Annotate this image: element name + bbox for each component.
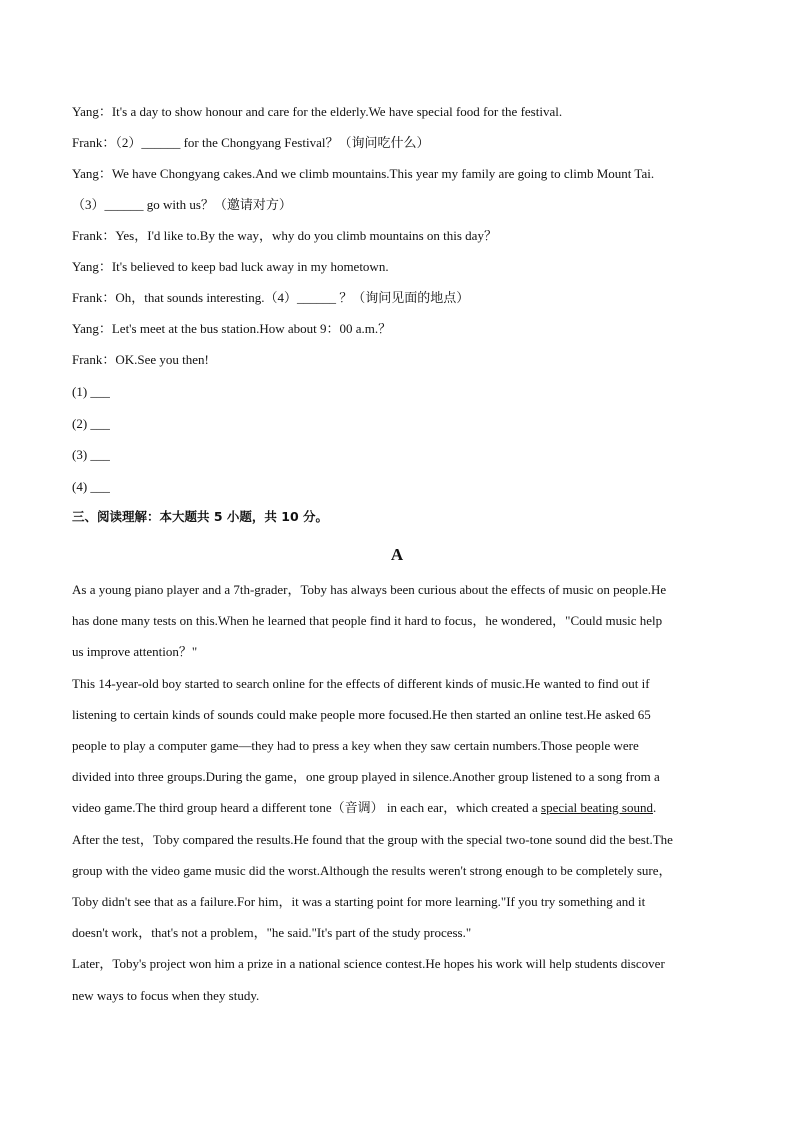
passage-line: Later，Toby's project won him a prize in a national science contest.He hopes his work will help students discover <box>72 956 665 971</box>
dialogue-line: Frank：Oh，that sounds interesting.（4）______ ？（询问见面的地点） <box>72 290 470 305</box>
passage-title: A <box>390 545 404 564</box>
passage-text: . <box>652 800 657 815</box>
passage-line: Toby didn't see that as a failure.For him，it was a starting point for more learning."If you try something and it <box>72 894 646 909</box>
answer-blank[interactable]: (2) ___ <box>72 416 110 431</box>
passage-line: This 14-year-old boy started to search online for the effects of different kinds of music.He wanted to find out if <box>72 676 650 691</box>
dialogue-line: （3）______ go with us？（邀请对方） <box>72 197 292 212</box>
passage-line: has done many tests on this.When he learned that people find it hard to focus，he wondered，"Could music help <box>72 613 663 628</box>
dialogue-line: Yang：We have Chongyang cakes.And we climb mountains.This year my family are going to climb Mount Tai. <box>72 166 655 181</box>
answer-blank[interactable]: (1) ___ <box>72 384 110 399</box>
passage-line <box>72 799 732 817</box>
dialogue-line: Frank：（2）______ for the Chongyang Festival？（询问吃什么） <box>72 135 430 150</box>
dialogue-line: Yang：It's believed to keep bad luck away in my hometown. <box>72 259 389 274</box>
passage-line: new ways to focus when they study. <box>72 988 260 1003</box>
passage-line: listening to certain kinds of sounds could make people more focused.He then started an online test.He asked 65 <box>72 707 651 722</box>
section-heading: 三、阅读理解：本大题共 5 小题，共 10 分。 <box>72 509 329 524</box>
passage-text: video game.The third group heard a different tone（音调） in each ear，which created a <box>72 800 542 815</box>
passage-line: people to play a computer game—they had to press a key when they saw certain numbers.Those people were <box>72 738 639 753</box>
passage-line: As a young piano player and a 7th-grader，Toby has always been curious about the effects of music on people.He <box>72 582 667 597</box>
dialogue-line: Yang：It's a day to show honour and care for the elderly.We have special food for the festival. <box>72 104 563 119</box>
passage-line: After the test，Toby compared the results.He found that the group with the special two-tone sound did the best.The <box>72 832 673 847</box>
passage-line: group with the video game music did the worst.Although the results weren't strong enough to be completely sure， <box>72 863 672 878</box>
passage-line: divided into three groups.During the game，one group played in silence.Another group listened to a song from a <box>72 769 660 784</box>
answer-blank[interactable]: (3) ___ <box>72 447 110 462</box>
passage-line: us improve attention？" <box>72 644 198 659</box>
dialogue-line: Frank：OK.See you then! <box>72 352 209 367</box>
dialogue-line: Frank：Yes，I'd like to.By the way，why do you climb mountains on this day？ <box>72 228 497 243</box>
underlined-phrase: special beating sound <box>541 800 653 815</box>
answer-blank[interactable]: (4) ___ <box>72 479 110 494</box>
dialogue-line: Yang：Let's meet at the bus station.How about 9：00 a.m.？ <box>72 321 392 336</box>
passage-line: doesn't work，that's not a problem，"he said."It's part of the study process." <box>72 925 472 940</box>
